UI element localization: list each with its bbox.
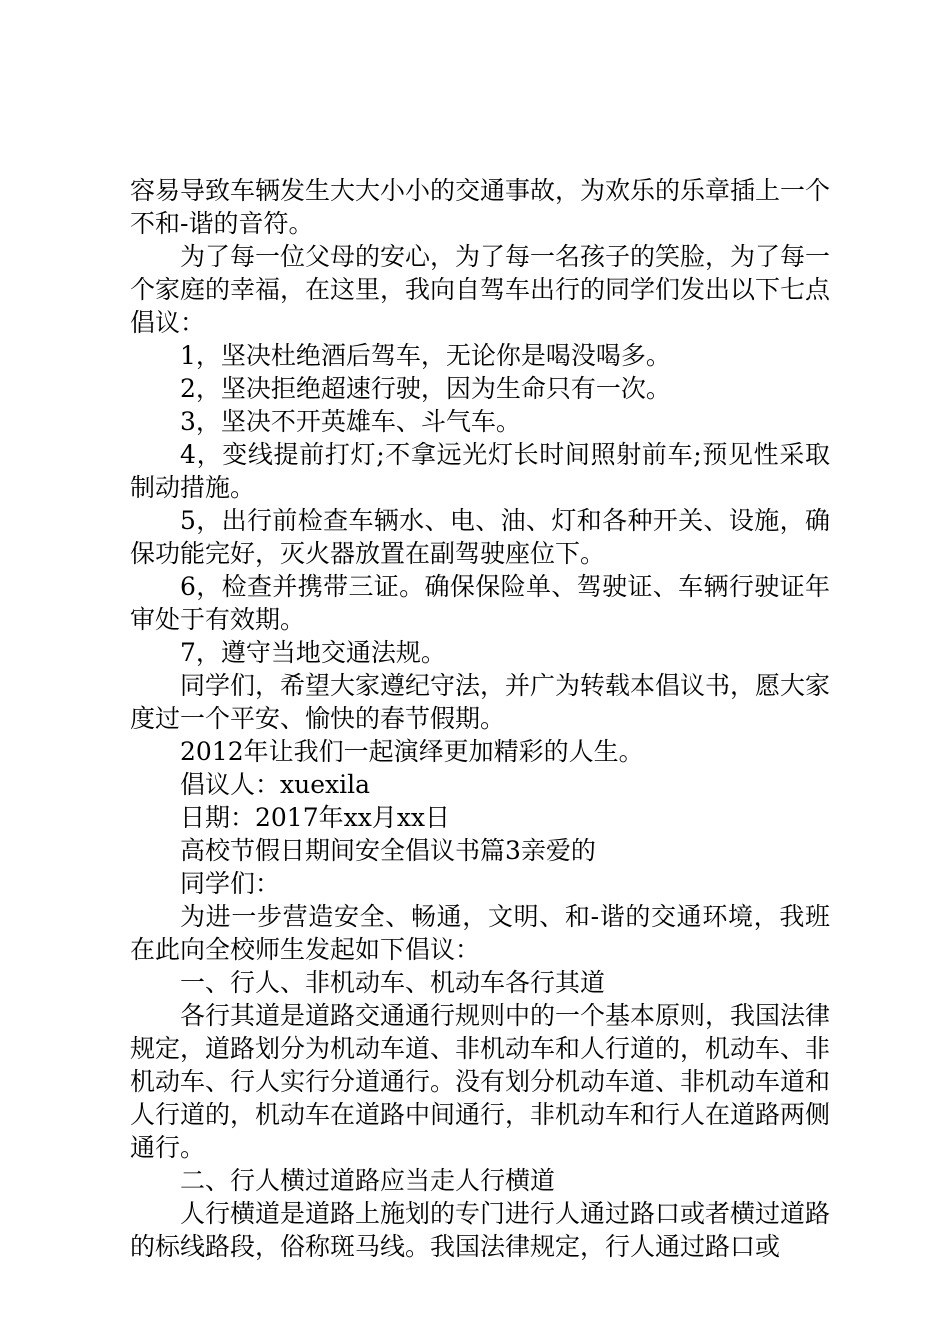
paragraph-11: 2012年让我们一起演绎更加精彩的人生。 [180, 737, 644, 766]
paragraph-13: 日期：2017年xx月xx日 [180, 803, 451, 832]
paragraph-18: 各行其道是道路交通通行规则中的一个基本原则，我国法律规定，道路划分为机动车道、非机动车和人行道的，机动车、非机动车、行人实行分道通行。没有划分机动车道、非机动车道和人行道的，机动车在道路中间通行，非机动车和行人在道路两侧通行。 [130, 1001, 831, 1162]
paragraph-14: 高校节假日期间安全倡议书篇3亲爱的 [180, 836, 596, 865]
paragraph-4: 2，坚决拒绝超速行驶，因为生命只有一次。 [180, 374, 671, 403]
paragraph-20: 人行横道是道路上施划的专门进行人通过路口或者横过道路的标线路段，俗称斑马线。我国法律规定，行人通过路口或 [130, 1199, 831, 1261]
paragraph-8: 6，检查并携带三证。确保保险单、驾驶证、车辆行驶证年审处于有效期。 [130, 572, 830, 634]
paragraph-6: 4，变线提前打灯;不拿远光灯长时间照射前车;预见性采取制动措施。 [130, 440, 830, 502]
paragraph-3: 1，坚决杜绝酒后驾车，无论你是喝没喝多。 [180, 341, 671, 370]
paragraph-12: 倡议人：xuexila [180, 770, 370, 799]
paragraph-9: 7，遵守当地交通法规。 [180, 638, 446, 667]
paragraph-10: 同学们，希望大家遵纪守法，并广为转载本倡议书，愿大家度过一个平安、愉快的春节假期。 [130, 671, 831, 733]
paragraph-7: 5，出行前检查车辆水、电、油、灯和各种开关、设施，确保功能完好，灭火器放置在副驾驶座位下。 [130, 506, 830, 568]
paragraph-2: 为了每一位父母的安心，为了每一名孩子的笑脸，为了每一个家庭的幸福，在这里，我向自驾车出行的同学们发出以下七点倡议： [130, 242, 831, 337]
paragraph-16: 为进一步营造安全、畅通，文明、和-谐的交通环境，我班在此向全校师生发起如下倡议： [130, 902, 830, 964]
document-body [130, 174, 830, 1263]
paragraph-1: 容易导致车辆发生大大小小的交通事故，为欢乐的乐章插上一个不和-谐的音符。 [130, 176, 831, 238]
paragraph-15: 同学们： [180, 869, 281, 898]
paragraph-19: 二、行人横过道路应当走人行横道 [180, 1166, 556, 1195]
paragraph-17: 一、行人、非机动车、机动车各行其道 [180, 968, 606, 997]
paragraph-5: 3，坚决不开英雄车、斗气车。 [180, 407, 521, 436]
